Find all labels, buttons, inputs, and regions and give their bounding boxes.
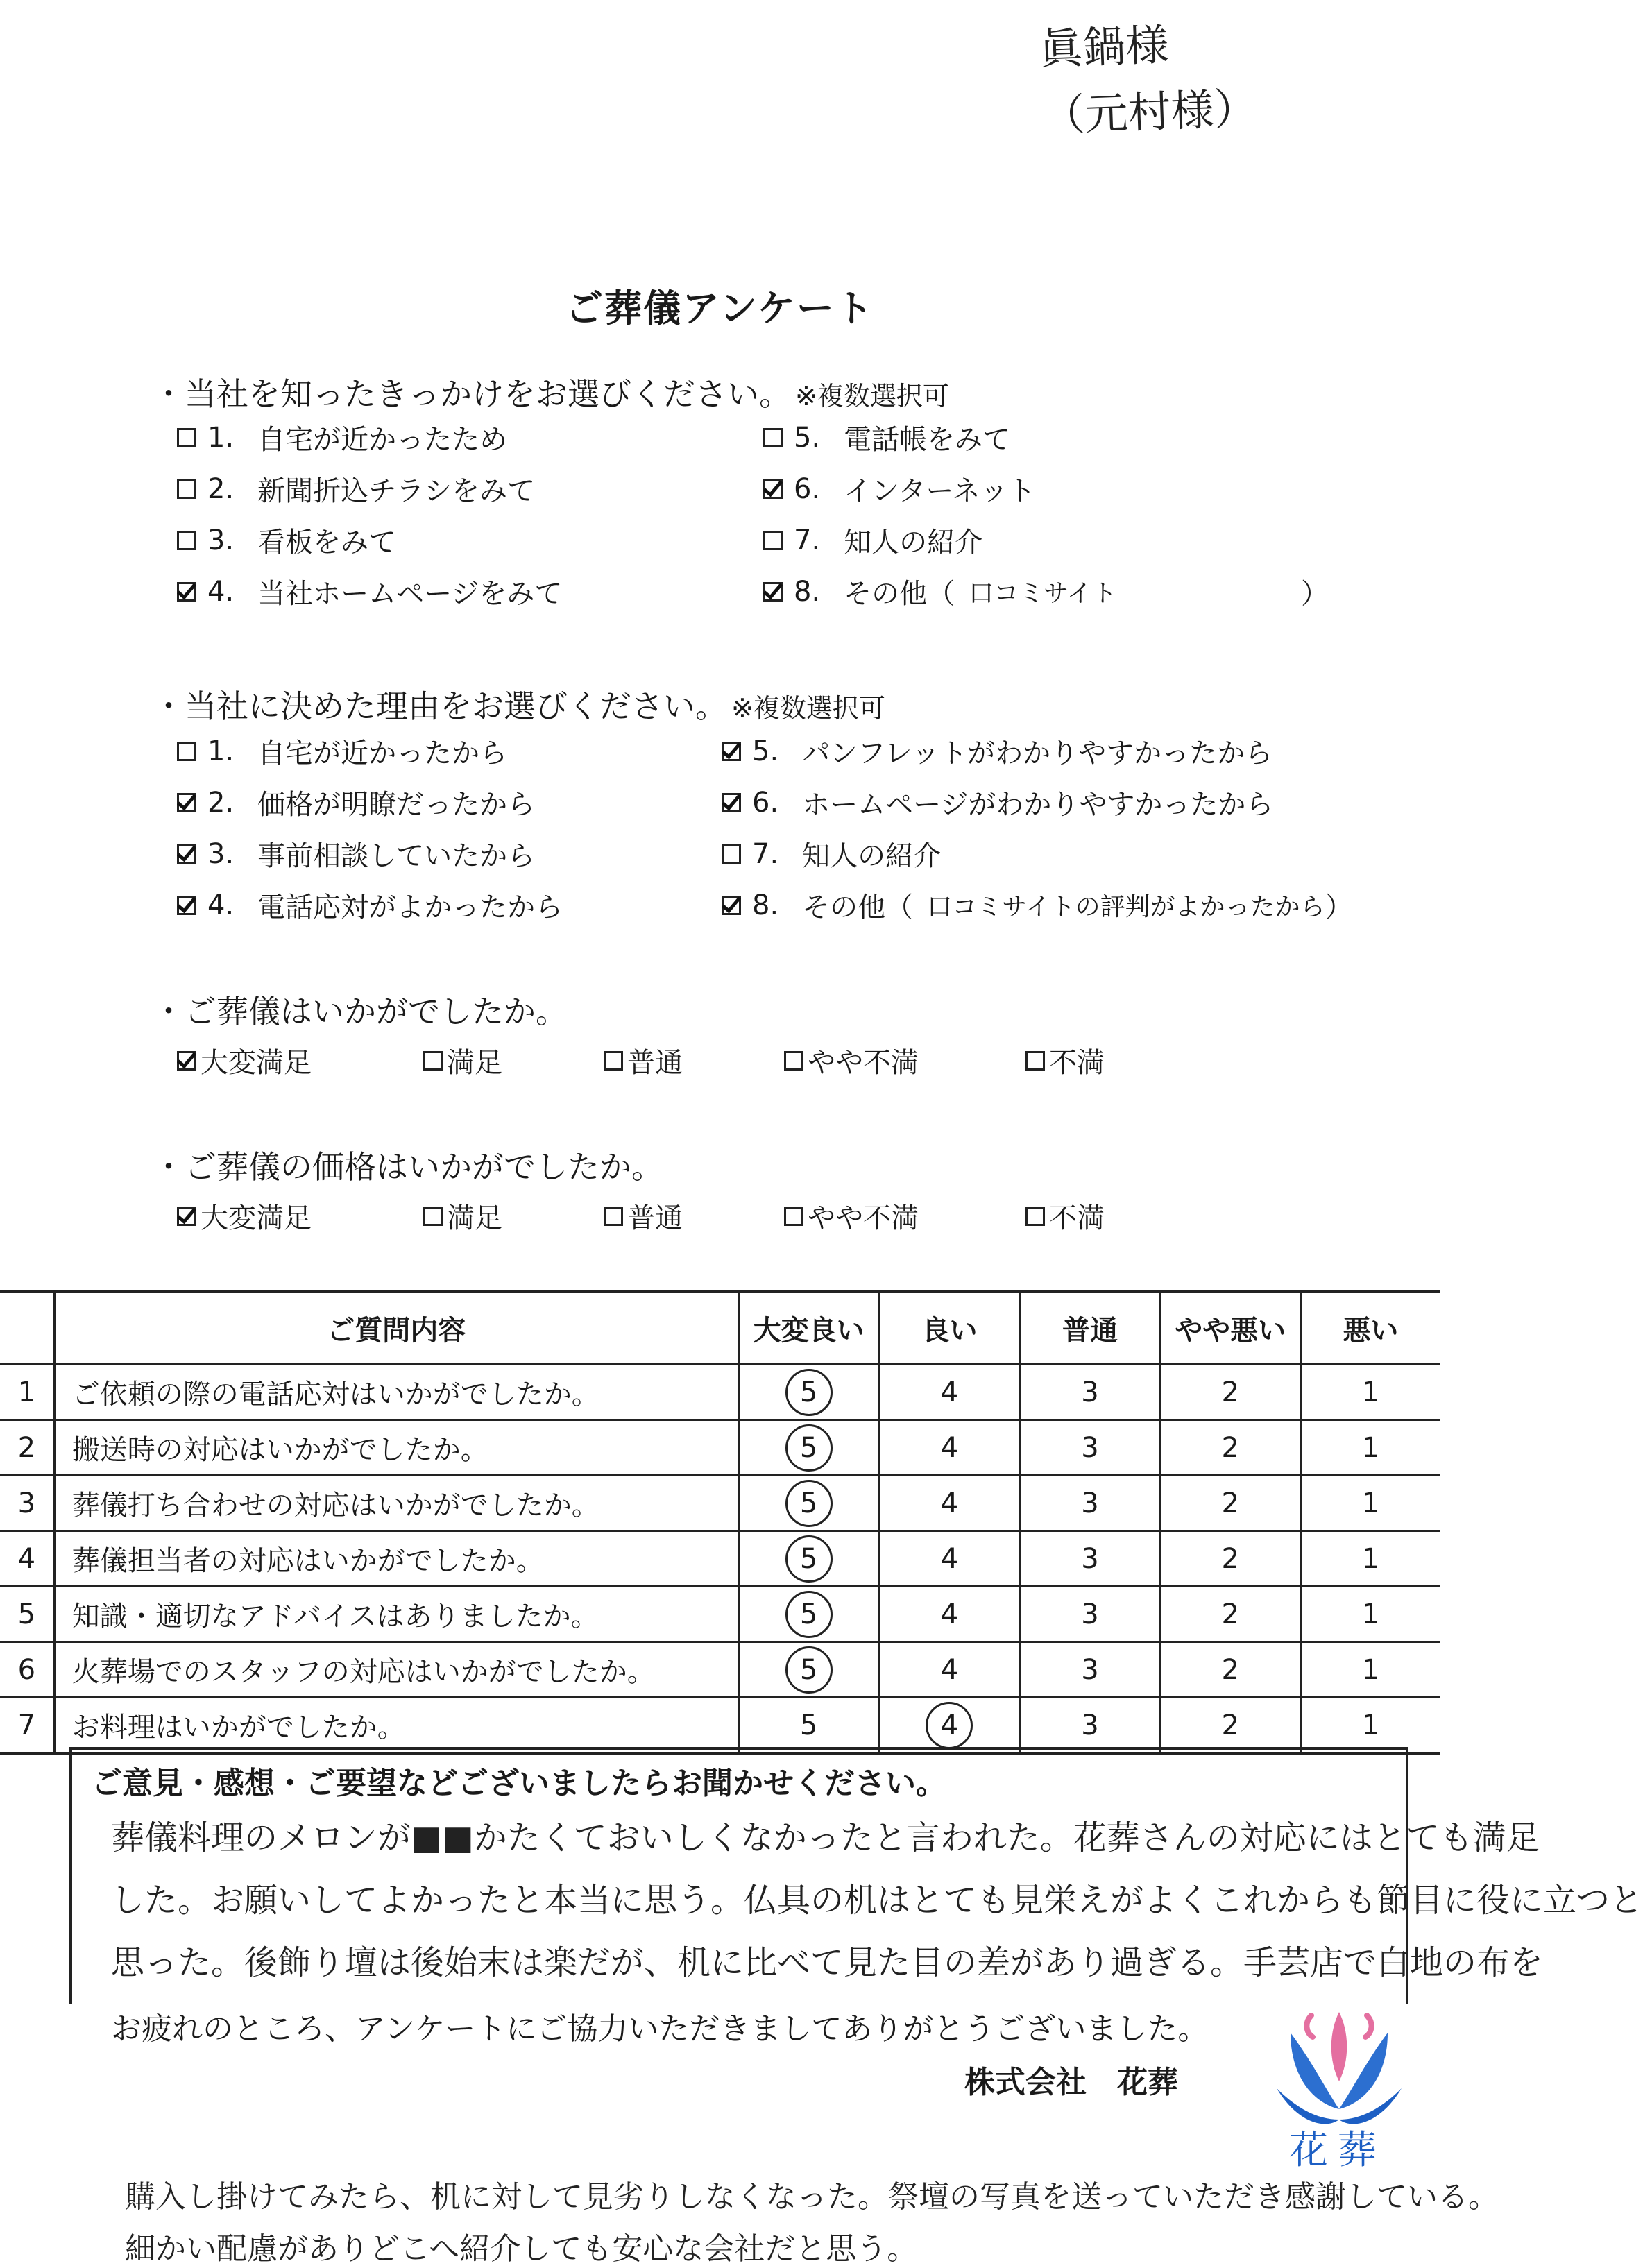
option-number: 3. (207, 837, 235, 870)
q1-option-8-close (1301, 572, 1329, 611)
rating-cell[interactable] (1160, 1698, 1300, 1754)
close-paren: ） (1301, 578, 1329, 610)
option-label: インターネット (844, 475, 1036, 507)
option-label: 満足 (447, 1047, 502, 1079)
option-label: やや不満 (808, 1047, 919, 1079)
q1-checkbox-8[interactable] (763, 582, 783, 602)
rating-value: 2 (1221, 1487, 1239, 1519)
option-label: やや不満 (808, 1202, 919, 1234)
rating-value: 2 (1221, 1376, 1239, 1408)
header-good: 良い (879, 1292, 1020, 1364)
q2-checkbox-5[interactable] (722, 742, 741, 761)
rating-cell[interactable] (1160, 1364, 1300, 1420)
rating-cell[interactable] (1020, 1698, 1160, 1754)
rating-cell[interactable] (738, 1476, 879, 1531)
option-number: 1. (207, 421, 235, 454)
q3-option-somewhat-dissatisfied[interactable] (784, 1041, 919, 1080)
rating-value: 4 (940, 1487, 959, 1519)
q2-option-3[interactable] (177, 834, 535, 873)
rating-value: 4 (940, 1542, 959, 1575)
rating-value: 3 (1081, 1376, 1099, 1408)
q4-checkbox-3[interactable] (604, 1207, 623, 1226)
rating-cell[interactable] (879, 1698, 1020, 1754)
rating-value: 1 (1361, 1653, 1380, 1686)
page-title: ご葬儀アンケート (565, 287, 874, 330)
q3-heading: ・ご葬儀はいかがでしたか。 (153, 993, 568, 1030)
q2-checkbox-3[interactable] (177, 844, 196, 864)
q1-note: ※複数選択可 (795, 381, 949, 411)
rating-value: 2 (1221, 1431, 1239, 1464)
row-question: 火葬場でのスタッフの対応はいかがでしたか。 (54, 1642, 738, 1698)
q3-option-very-satisfied[interactable] (177, 1041, 312, 1080)
rating-cell[interactable] (1020, 1476, 1160, 1531)
q1-option-1[interactable] (177, 418, 507, 457)
circled-rating: 5 (785, 1535, 833, 1583)
rating-cell[interactable] (879, 1476, 1020, 1531)
rating-value: 4 (940, 1598, 959, 1630)
circled-rating: 5 (785, 1591, 833, 1638)
q1-checkbox-6[interactable] (763, 479, 783, 499)
q4-checkbox-4[interactable] (784, 1207, 803, 1226)
option-label: 知人の紹介 (844, 527, 983, 559)
q2-option-8[interactable] (722, 885, 1353, 925)
option-number: 4. (207, 575, 235, 608)
row-question: ご依頼の際の電話応対はいかがでしたか。 (54, 1364, 738, 1420)
q1-option-3[interactable] (177, 520, 396, 560)
q2-checkbox-2[interactable] (177, 793, 196, 812)
q4-checkbox-1[interactable] (177, 1207, 196, 1226)
q2-option-7[interactable] (722, 834, 941, 873)
q3-checkbox-1[interactable] (177, 1051, 196, 1071)
q1-heading-text: ・当社を知ったきっかけをお選びください。 (153, 375, 791, 413)
table-row (0, 1531, 1440, 1587)
option-label: 普通 (627, 1047, 683, 1079)
q1-checkbox-2[interactable] (177, 479, 196, 499)
table-row (0, 1587, 1440, 1642)
q1-checkbox-7[interactable] (763, 531, 783, 550)
q2-option-5[interactable] (722, 731, 1272, 771)
circled-rating: 4 (926, 1702, 973, 1749)
rating-value: 4 (940, 1653, 959, 1686)
opinion-handwritten-line: した。お願いしてよかったと本当に思う。仏具の机はとても見栄えがよくこれからも節目に役に立つと (111, 1881, 1643, 1920)
row-question: 葬儀担当者の対応はいかがでしたか。 (54, 1531, 738, 1587)
q4-option-somewhat-dissatisfied[interactable] (784, 1196, 919, 1236)
row-number: 4 (0, 1531, 54, 1587)
q3-checkbox-3[interactable] (604, 1051, 623, 1071)
q3-checkbox-5[interactable] (1025, 1051, 1045, 1071)
option-label: 電話帳をみて (844, 424, 1011, 456)
rating-cell[interactable] (1020, 1364, 1160, 1420)
q1-heading (153, 369, 949, 415)
rating-cell[interactable] (738, 1531, 879, 1587)
row-question: 搬送時の対応はいかがでしたか。 (54, 1420, 738, 1476)
option-label: 自宅が近かったから (257, 737, 508, 769)
row-number: 3 (0, 1476, 54, 1531)
rating-cell[interactable] (1300, 1364, 1440, 1420)
q1-option-5[interactable] (763, 418, 1010, 457)
rating-cell[interactable] (1020, 1531, 1160, 1587)
rating-value: 1 (1361, 1431, 1380, 1464)
circled-rating: 5 (785, 1646, 833, 1694)
rating-value: 1 (1361, 1598, 1380, 1630)
rating-cell[interactable] (738, 1587, 879, 1642)
thanks-message: お疲れのところ、アンケートにご協力いただきましてありがとうございました。 (111, 2011, 1209, 2047)
option-label: 満足 (447, 1202, 502, 1234)
option-label: パンフレットがわかりやすかったから (802, 737, 1273, 769)
rating-value: 5 (799, 1709, 818, 1741)
rating-cell[interactable] (1300, 1476, 1440, 1531)
rating-cell[interactable] (738, 1420, 879, 1476)
rating-cell[interactable] (1300, 1420, 1440, 1476)
q2-checkbox-1[interactable] (177, 742, 196, 761)
rating-cell[interactable] (1020, 1420, 1160, 1476)
opinion-box (69, 1747, 1643, 2004)
q2-heading-text: ・当社に決めた理由をお選びください。 (153, 688, 727, 725)
table-row (0, 1642, 1440, 1698)
rating-value: 3 (1081, 1431, 1099, 1464)
option-label: ホームページがわかりやすかったから (802, 789, 1274, 821)
opinion-handwritten-line: 葬儀料理のメロンが■■かたくておいしくなかったと言われた。花葬さんの対応にはとても満足 (111, 1818, 1540, 1857)
rating-cell[interactable] (1160, 1587, 1300, 1642)
q2-option-4[interactable] (177, 885, 563, 925)
option-label: 当社ホームページをみて (257, 578, 563, 610)
rating-cell[interactable] (879, 1531, 1020, 1587)
option-number: 2. (207, 472, 235, 505)
option-number: 1. (207, 735, 235, 767)
circled-rating: 5 (785, 1369, 833, 1416)
header-bad: 悪い (1300, 1292, 1440, 1364)
option-number: 5. (752, 735, 779, 767)
option-label: 知人の紹介 (802, 840, 942, 872)
rating-cell[interactable] (1300, 1587, 1440, 1642)
table-row (0, 1476, 1440, 1531)
option-label: 大変満足 (201, 1202, 312, 1234)
company-name: 株式会社 花葬 (964, 2065, 1178, 2100)
rating-cell[interactable] (879, 1364, 1020, 1420)
row-number: 1 (0, 1364, 54, 1420)
option-label: その他（ (802, 892, 914, 923)
rating-value: 3 (1081, 1653, 1099, 1686)
row-question: お料理はいかがでしたか。 (54, 1698, 738, 1754)
option-label: 大変満足 (201, 1047, 312, 1079)
q2-checkbox-4[interactable] (177, 896, 196, 915)
rating-value: 1 (1361, 1376, 1380, 1408)
q2-checkbox-6[interactable] (722, 793, 741, 812)
option-label: 看板をみて (257, 527, 397, 559)
footer-handwritten-line: 購入し掛けてみたら、机に対して見劣りしなくなった。祭壇の写真を送っていただき感謝している。 (125, 2179, 1499, 2215)
option-number: 6. (752, 786, 779, 819)
header-somewhat-bad: やや悪い (1160, 1292, 1300, 1364)
rating-cell[interactable] (1020, 1642, 1160, 1698)
option-number: 2. (207, 786, 235, 819)
q1-checkbox-3[interactable] (177, 531, 196, 550)
option-label: 価格が明瞭だったから (257, 789, 536, 821)
handwritten-name-line: （元村様） (1041, 83, 1258, 142)
q1-option-4[interactable] (177, 572, 562, 611)
rating-cell[interactable] (738, 1698, 879, 1754)
rating-cell[interactable] (879, 1587, 1020, 1642)
row-number: 6 (0, 1642, 54, 1698)
q1-option-2[interactable] (177, 469, 535, 509)
q1-option-6[interactable] (763, 469, 1036, 509)
q1-checkbox-1[interactable] (177, 428, 196, 447)
option-number: 3. (207, 524, 235, 556)
option-label: 不満 (1049, 1047, 1105, 1079)
rating-cell[interactable] (738, 1642, 879, 1698)
rating-cell[interactable] (1160, 1476, 1300, 1531)
rating-value: 2 (1221, 1653, 1239, 1686)
handwritten-name-note (1039, 9, 1259, 150)
q4-checkbox-2[interactable] (423, 1207, 443, 1226)
rating-value: 1 (1361, 1709, 1380, 1741)
row-question: 知識・適切なアドバイスはありましたか。 (54, 1587, 738, 1642)
q2-option-2[interactable] (177, 783, 535, 822)
q3-option-dissatisfied[interactable] (1025, 1041, 1105, 1080)
rating-value: 4 (940, 1431, 959, 1464)
circled-rating: 5 (785, 1480, 833, 1527)
q1-checkbox-5[interactable] (763, 428, 783, 447)
other-handwritten-answer: 口コミサイト (969, 579, 1117, 608)
option-number: 7. (752, 837, 779, 870)
row-number: 2 (0, 1420, 54, 1476)
rating-cell[interactable] (1300, 1642, 1440, 1698)
rating-value: 2 (1221, 1709, 1239, 1741)
header-normal: 普通 (1020, 1292, 1160, 1364)
rating-table (0, 1290, 1440, 1755)
rating-value: 3 (1081, 1487, 1099, 1519)
q1-checkbox-4[interactable] (177, 582, 196, 602)
option-label: 電話応対がよかったから (257, 892, 563, 923)
opinion-handwritten-line: 思った。後飾り壇は後始末は楽だが、机に比べて見た目の差があり過ぎる。手芸店で白地の布を (111, 1943, 1544, 1982)
table-row (0, 1420, 1440, 1476)
rating-cell[interactable] (879, 1420, 1020, 1476)
q3-option-normal[interactable] (604, 1041, 683, 1080)
opinion-label: ご意見・感想・ご要望などございましたらお聞かせください。 (92, 1766, 946, 1801)
close-paren: ） (1325, 892, 1353, 923)
row-number: 7 (0, 1698, 54, 1754)
rating-value: 3 (1081, 1542, 1099, 1575)
rating-cell[interactable] (1020, 1587, 1160, 1642)
circled-rating: 5 (785, 1424, 833, 1472)
footer-handwritten-line: 細かい配慮がありどこへ紹介しても安心な会社だと思う。 (125, 2231, 918, 2267)
q2-note: ※複数選択可 (731, 693, 885, 724)
q3-checkbox-2[interactable] (423, 1051, 443, 1071)
q4-heading: ・ご葬儀の価格はいかがでしたか。 (153, 1148, 663, 1186)
rating-cell[interactable] (1160, 1531, 1300, 1587)
handwritten-name-line: 眞鍋様 (1039, 19, 1170, 75)
rating-cell[interactable] (879, 1642, 1020, 1698)
option-label: 新聞折込チラシをみて (257, 475, 536, 507)
header-question: ご質問内容 (54, 1292, 738, 1364)
q4-option-normal[interactable] (604, 1196, 683, 1236)
rating-value: 4 (940, 1376, 959, 1408)
q4-option-satisfied[interactable] (423, 1196, 502, 1236)
option-number: 4. (207, 889, 235, 921)
header-number (0, 1292, 54, 1364)
option-label: 事前相談していたから (257, 840, 536, 872)
option-number: 8. (752, 889, 779, 921)
option-label: 不満 (1049, 1202, 1105, 1234)
other-handwritten-answer: 口コミサイトの評判がよかったから (927, 893, 1325, 921)
q2-option-6[interactable] (722, 783, 1273, 822)
option-label: 自宅が近かったため (257, 424, 508, 456)
q4-option-very-satisfied[interactable] (177, 1196, 312, 1236)
table-row (0, 1364, 1440, 1420)
rating-value: 1 (1361, 1542, 1380, 1575)
q3-option-satisfied[interactable] (423, 1041, 502, 1080)
option-number: 7. (794, 524, 821, 556)
q4-option-dissatisfied[interactable] (1025, 1196, 1105, 1236)
rating-cell[interactable] (1160, 1642, 1300, 1698)
table-row (0, 1698, 1440, 1754)
option-number: 8. (794, 575, 821, 608)
rating-value: 2 (1221, 1598, 1239, 1630)
q2-checkbox-8[interactable] (722, 896, 741, 915)
rating-cell[interactable] (1300, 1698, 1440, 1754)
rating-value: 3 (1081, 1709, 1099, 1741)
logo-text: 花葬 (1289, 2128, 1386, 2173)
rating-cell[interactable] (1300, 1531, 1440, 1587)
rating-cell[interactable] (738, 1364, 879, 1420)
option-number: 5. (794, 421, 821, 454)
rating-value: 2 (1221, 1542, 1239, 1575)
q1-option-7[interactable] (763, 520, 982, 560)
rating-value: 3 (1081, 1598, 1099, 1630)
row-question: 葬儀打ち合わせの対応はいかがでしたか。 (54, 1476, 738, 1531)
q4-checkbox-5[interactable] (1025, 1207, 1045, 1226)
table-header-row (0, 1292, 1440, 1364)
option-label: 普通 (627, 1202, 683, 1234)
q1-option-8[interactable] (763, 572, 1117, 611)
header-very-good: 大変良い (738, 1292, 879, 1364)
q2-heading (153, 681, 885, 727)
q3-checkbox-4[interactable] (784, 1051, 803, 1071)
row-number: 5 (0, 1587, 54, 1642)
q2-checkbox-7[interactable] (722, 844, 741, 864)
rating-cell[interactable] (1160, 1420, 1300, 1476)
q2-option-1[interactable] (177, 731, 507, 771)
option-label: その他（ (844, 578, 955, 610)
option-number: 6. (794, 472, 821, 505)
rating-value: 1 (1361, 1487, 1380, 1519)
